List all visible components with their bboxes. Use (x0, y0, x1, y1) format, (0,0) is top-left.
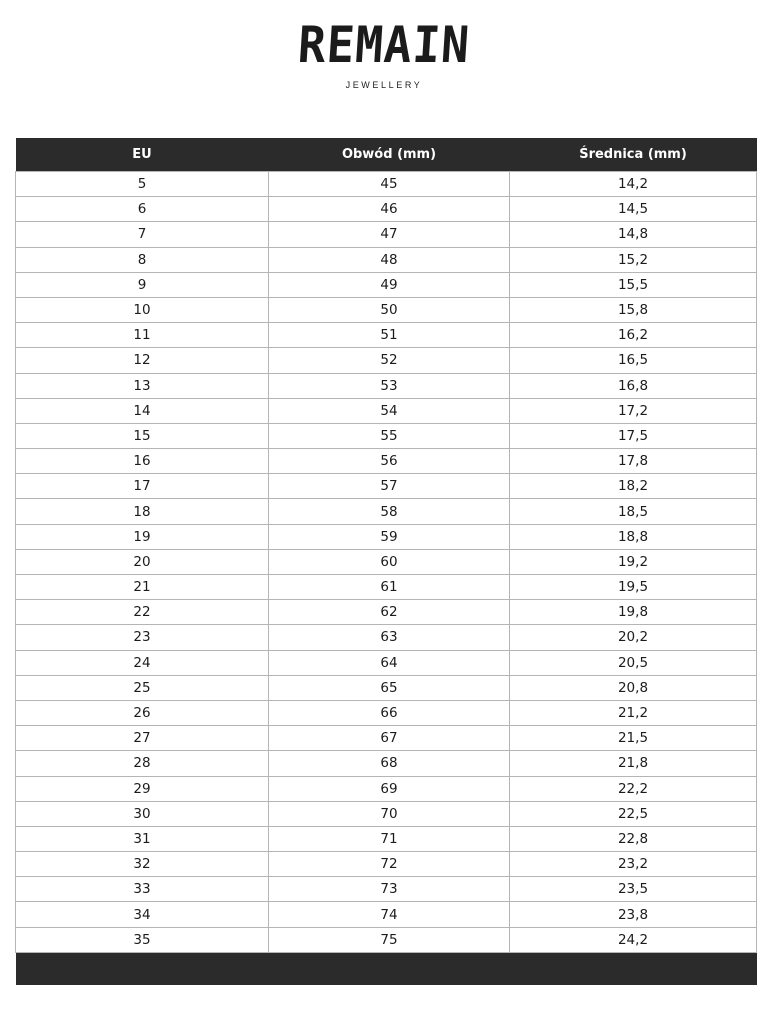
cell-eu-size: 30 (16, 801, 269, 826)
cell-diameter: 17,5 (510, 423, 757, 448)
header-row (16, 138, 757, 172)
cell-eu-size: 23 (16, 625, 269, 650)
cell-circumference: 64 (269, 650, 510, 675)
cell-diameter: 20,8 (510, 675, 757, 700)
table-row (16, 323, 757, 348)
cell-eu-size: 9 (16, 272, 269, 297)
cell-eu-size: 21 (16, 575, 269, 600)
cell-circumference: 58 (269, 499, 510, 524)
table-row (16, 902, 757, 927)
cell-diameter: 19,8 (510, 600, 757, 625)
cell-diameter: 23,2 (510, 852, 757, 877)
cell-eu-size: 7 (16, 222, 269, 247)
table-row (16, 751, 757, 776)
table-row (16, 575, 757, 600)
cell-eu-size: 20 (16, 549, 269, 574)
cell-diameter: 16,2 (510, 323, 757, 348)
table-row (16, 398, 757, 423)
cell-circumference: 71 (269, 826, 510, 851)
cell-eu-size: 15 (16, 423, 269, 448)
cell-eu-size: 8 (16, 247, 269, 272)
table-row (16, 726, 757, 751)
cell-diameter: 17,2 (510, 398, 757, 423)
header-circumference: Obwód (mm) (269, 138, 510, 172)
brand-name: REMAIN (296, 16, 472, 74)
cell-diameter: 15,2 (510, 247, 757, 272)
cell-eu-size: 33 (16, 877, 269, 902)
table-row (16, 549, 757, 574)
cell-eu-size: 18 (16, 499, 269, 524)
table-row (16, 852, 757, 877)
cell-diameter: 18,5 (510, 499, 757, 524)
cell-eu-size: 5 (16, 172, 269, 197)
cell-eu-size: 29 (16, 776, 269, 801)
table-row (16, 449, 757, 474)
cell-eu-size: 16 (16, 449, 269, 474)
cell-diameter: 23,8 (510, 902, 757, 927)
table-row (16, 650, 757, 675)
cell-diameter: 16,8 (510, 373, 757, 398)
cell-circumference: 73 (269, 877, 510, 902)
cell-diameter: 22,2 (510, 776, 757, 801)
table-row (16, 474, 757, 499)
cell-circumference: 45 (269, 172, 510, 197)
cell-circumference: 53 (269, 373, 510, 398)
cell-diameter: 22,5 (510, 801, 757, 826)
cell-eu-size: 26 (16, 700, 269, 725)
footer-bar (16, 952, 757, 985)
cell-diameter: 14,2 (510, 172, 757, 197)
cell-diameter: 18,2 (510, 474, 757, 499)
table-row (16, 700, 757, 725)
cell-diameter: 21,8 (510, 751, 757, 776)
cell-diameter: 19,5 (510, 575, 757, 600)
cell-diameter: 19,2 (510, 549, 757, 574)
cell-diameter: 20,5 (510, 650, 757, 675)
cell-circumference: 48 (269, 247, 510, 272)
cell-eu-size: 6 (16, 197, 269, 222)
cell-circumference: 46 (269, 197, 510, 222)
cell-circumference: 63 (269, 625, 510, 650)
table-row (16, 524, 757, 549)
cell-circumference: 74 (269, 902, 510, 927)
cell-eu-size: 35 (16, 927, 269, 952)
cell-circumference: 66 (269, 700, 510, 725)
cell-circumference: 61 (269, 575, 510, 600)
cell-diameter: 24,2 (510, 927, 757, 952)
cell-eu-size: 10 (16, 297, 269, 322)
cell-diameter: 16,5 (510, 348, 757, 373)
cell-eu-size: 13 (16, 373, 269, 398)
cell-eu-size: 19 (16, 524, 269, 549)
cell-circumference: 59 (269, 524, 510, 549)
cell-circumference: 57 (269, 474, 510, 499)
cell-diameter: 20,2 (510, 625, 757, 650)
cell-diameter: 14,5 (510, 197, 757, 222)
table-header (16, 138, 757, 172)
table-row (16, 373, 757, 398)
cell-circumference: 47 (269, 222, 510, 247)
header-eu: EU (16, 138, 269, 172)
cell-circumference: 54 (269, 398, 510, 423)
cell-eu-size: 24 (16, 650, 269, 675)
table-row (16, 172, 757, 197)
cell-diameter: 23,5 (510, 877, 757, 902)
table-row (16, 826, 757, 851)
table-row (16, 348, 757, 373)
cell-circumference: 50 (269, 297, 510, 322)
cell-eu-size: 22 (16, 600, 269, 625)
table-row (16, 499, 757, 524)
cell-diameter: 21,2 (510, 700, 757, 725)
table-row (16, 423, 757, 448)
cell-circumference: 56 (269, 449, 510, 474)
brand-logo (0, 14, 768, 90)
ring-size-table (15, 138, 757, 985)
header-diameter: Średnica (mm) (510, 138, 757, 172)
table-row (16, 625, 757, 650)
table-row (16, 877, 757, 902)
cell-circumference: 70 (269, 801, 510, 826)
cell-diameter: 22,8 (510, 826, 757, 851)
table-footer (16, 952, 757, 985)
table-row (16, 297, 757, 322)
cell-circumference: 60 (269, 549, 510, 574)
cell-circumference: 67 (269, 726, 510, 751)
table-row (16, 197, 757, 222)
cell-eu-size: 34 (16, 902, 269, 927)
cell-diameter: 21,5 (510, 726, 757, 751)
table-row (16, 600, 757, 625)
table-row (16, 272, 757, 297)
cell-eu-size: 14 (16, 398, 269, 423)
cell-circumference: 72 (269, 852, 510, 877)
cell-eu-size: 17 (16, 474, 269, 499)
cell-diameter: 15,8 (510, 297, 757, 322)
cell-eu-size: 28 (16, 751, 269, 776)
table-row (16, 801, 757, 826)
table-row (16, 222, 757, 247)
brand-tagline: JEWELLERY (345, 80, 423, 90)
cell-circumference: 51 (269, 323, 510, 348)
cell-circumference: 52 (269, 348, 510, 373)
cell-eu-size: 11 (16, 323, 269, 348)
table-row (16, 675, 757, 700)
cell-circumference: 68 (269, 751, 510, 776)
table-row (16, 776, 757, 801)
cell-eu-size: 32 (16, 852, 269, 877)
cell-circumference: 49 (269, 272, 510, 297)
cell-eu-size: 31 (16, 826, 269, 851)
cell-circumference: 65 (269, 675, 510, 700)
cell-circumference: 75 (269, 927, 510, 952)
cell-circumference: 69 (269, 776, 510, 801)
cell-circumference: 55 (269, 423, 510, 448)
footer-bar-cell (16, 952, 757, 985)
cell-diameter: 17,8 (510, 449, 757, 474)
cell-eu-size: 12 (16, 348, 269, 373)
cell-circumference: 62 (269, 600, 510, 625)
cell-diameter: 15,5 (510, 272, 757, 297)
table-body (16, 172, 757, 953)
cell-diameter: 14,8 (510, 222, 757, 247)
table-row (16, 927, 757, 952)
cell-eu-size: 25 (16, 675, 269, 700)
cell-eu-size: 27 (16, 726, 269, 751)
table-row (16, 247, 757, 272)
cell-diameter: 18,8 (510, 524, 757, 549)
